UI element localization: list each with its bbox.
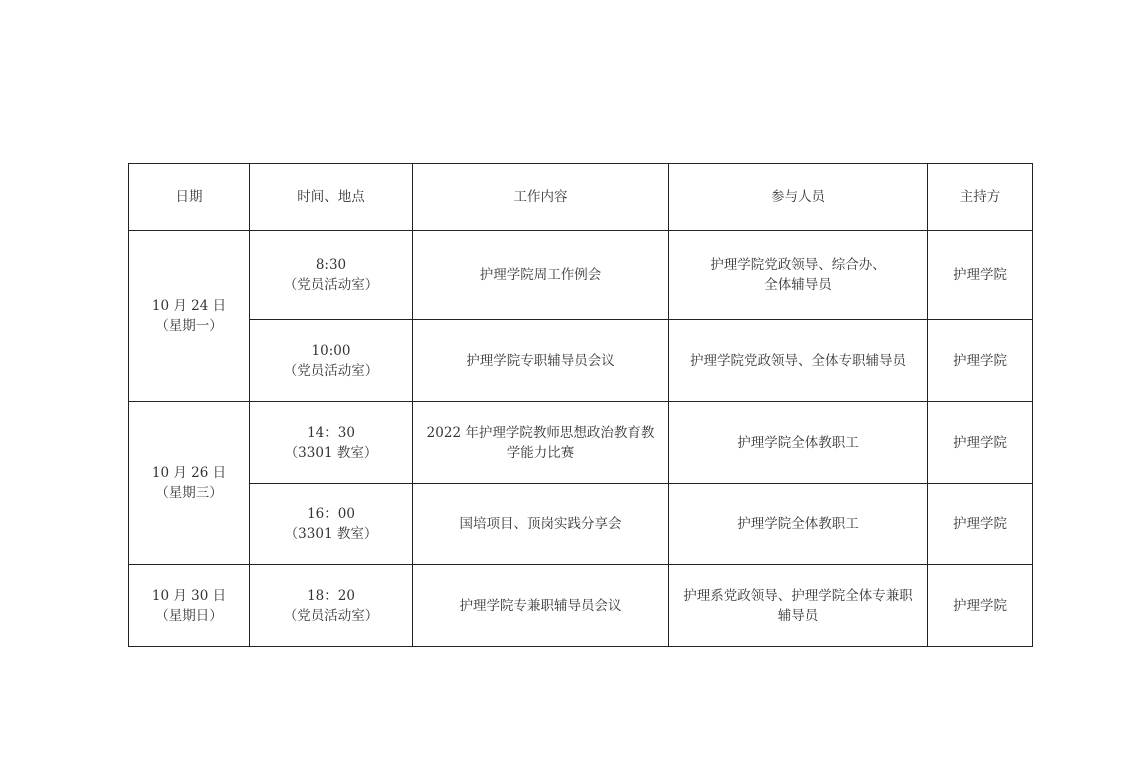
header-participants: 参与人员 <box>669 164 928 231</box>
host-cell: 护理学院 <box>928 565 1033 647</box>
participants-cell: 护理学院全体教职工 <box>669 484 928 565</box>
participants-cell: 护理学院党政领导、全体专职辅导员 <box>669 320 928 402</box>
participants-line-2: 全体辅导员 <box>764 277 832 293</box>
time-text: 18：20 <box>307 587 355 604</box>
participants-line-1: 护理学院党政领导、综合办、 <box>710 257 886 273</box>
table-row <box>129 565 1033 647</box>
host-cell: 护理学院 <box>928 484 1033 565</box>
content-cell: 国培项目、顶岗实践分享会 <box>413 484 669 565</box>
content-line-2: 学能力比赛 <box>506 444 575 461</box>
time-text: 10:00 <box>311 342 351 359</box>
place-text: （党员活动室） <box>283 607 379 624</box>
content-cell: 护理学院专职辅导员会议 <box>413 320 669 402</box>
time-text: 14：30 <box>307 424 355 441</box>
place-text: （党员活动室） <box>283 362 379 379</box>
participants-cell <box>669 565 928 647</box>
date-text: 10 月 30 日 <box>151 587 227 604</box>
header-host: 主持方 <box>928 164 1033 231</box>
weekly-schedule-table <box>128 163 1033 647</box>
place-text: （党员活动室） <box>283 277 379 293</box>
participants-line-2: 辅导员 <box>777 607 819 624</box>
table-row <box>129 231 1033 320</box>
table-row <box>129 484 1033 565</box>
participants-line-1: 护理系党政领导、护理学院全体专兼职 <box>683 587 913 604</box>
date-text: 10 月 24 日 <box>151 298 227 314</box>
date-cell <box>129 565 250 647</box>
content-cell <box>413 402 669 484</box>
host-cell: 护理学院 <box>928 320 1033 402</box>
time-text: 16：00 <box>307 506 355 522</box>
weekday-text: （星期三） <box>155 485 223 501</box>
time-text: 8:30 <box>315 257 347 273</box>
participants-cell: 护理学院全体教职工 <box>669 402 928 484</box>
weekday-text: （星期一） <box>155 318 223 334</box>
header-time-place: 时间、地点 <box>250 164 413 231</box>
date-cell <box>129 402 250 565</box>
table-row <box>129 402 1033 484</box>
header-content: 工作内容 <box>413 164 669 231</box>
place-text: （3301 教室） <box>284 526 378 542</box>
time-place-cell <box>250 484 413 565</box>
time-place-cell <box>250 320 413 402</box>
time-place-cell <box>250 231 413 320</box>
date-text: 10 月 26 日 <box>151 465 227 481</box>
host-cell: 护理学院 <box>928 231 1033 320</box>
content-line-1: 2022 年护理学院教师思想政治教育教 <box>426 424 655 441</box>
weekday-text: （星期日） <box>155 607 223 624</box>
header-row <box>129 164 1033 231</box>
participants-cell <box>669 231 928 320</box>
table-row <box>129 320 1033 402</box>
place-text: （3301 教室） <box>284 444 378 461</box>
host-cell: 护理学院 <box>928 402 1033 484</box>
time-place-cell <box>250 402 413 484</box>
header-date: 日期 <box>129 164 250 231</box>
content-cell: 护理学院专兼职辅导员会议 <box>413 565 669 647</box>
time-place-cell <box>250 565 413 647</box>
date-cell <box>129 231 250 402</box>
content-cell: 护理学院周工作例会 <box>413 231 669 320</box>
